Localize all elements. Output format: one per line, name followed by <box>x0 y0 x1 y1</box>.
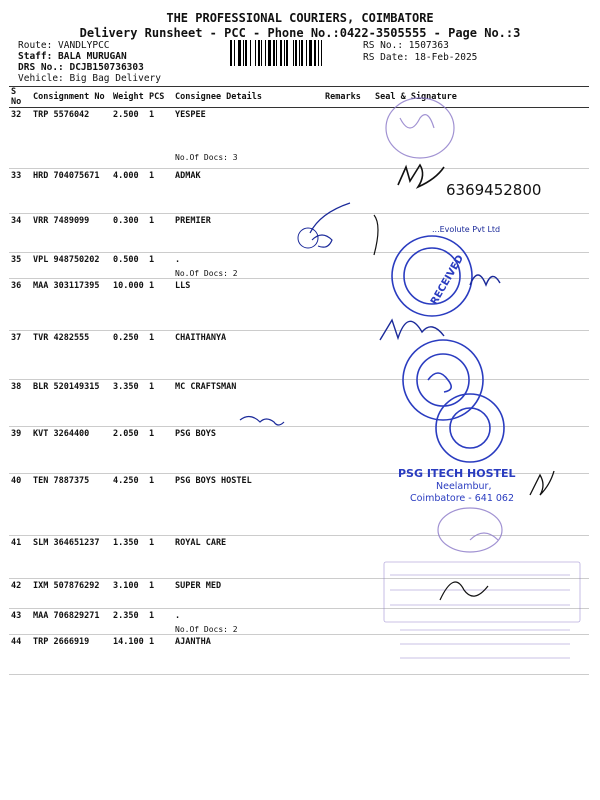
cell-pcs-text: 1 <box>149 216 155 226</box>
cell-weight-text: 1.350 <box>113 538 139 548</box>
cell-sno <box>9 253 31 279</box>
cell-pcs <box>147 108 173 169</box>
cell-weight <box>111 427 147 474</box>
runsheet-table <box>9 86 589 675</box>
cell-seal <box>373 635 589 675</box>
table-header-row <box>9 87 589 108</box>
table-row <box>9 427 589 474</box>
cell-consignee <box>173 169 323 214</box>
table-row <box>9 380 589 427</box>
cell-seal <box>373 579 589 609</box>
cell-weight <box>111 609 147 635</box>
col-consignment: Consignment No <box>31 87 111 108</box>
cell-sno-text: 33 <box>11 171 22 181</box>
cell-weight <box>111 108 147 169</box>
cell-pcs-text: 1 <box>149 171 155 181</box>
cell-consignment-text: MAA 706829271 <box>33 611 100 621</box>
cell-sno-text: 44 <box>11 637 22 647</box>
cell-weight <box>111 635 147 675</box>
rs-date: RS Date: 18-Feb-2025 <box>363 52 478 63</box>
cell-pcs-text: 1 <box>149 476 155 486</box>
cell-remarks <box>323 579 373 609</box>
cell-remarks <box>323 169 373 214</box>
cell-consignment <box>31 380 111 427</box>
cell-consignment-text: SLM 364651237 <box>33 538 100 548</box>
staff-text: Staff: BALA MURUGAN <box>18 51 127 62</box>
cell-consignee-text: MC CRAFTSMAN <box>175 382 237 392</box>
cell-consignment <box>31 279 111 331</box>
cell-weight <box>111 380 147 427</box>
meta-left <box>18 40 161 84</box>
cell-pcs-text: 1 <box>149 637 155 647</box>
cell-weight-text: 4.000 <box>113 171 139 181</box>
table-row <box>9 331 589 380</box>
table-row <box>9 253 589 279</box>
cell-seal <box>373 253 589 279</box>
col-remarks: Remarks <box>323 87 373 108</box>
cell-consignment <box>31 635 111 675</box>
cell-sno-text: 42 <box>11 581 22 591</box>
table-row <box>9 536 589 579</box>
col-seal: Seal & Signature <box>373 87 589 108</box>
cell-sno-text: 32 <box>11 110 22 120</box>
cell-weight <box>111 331 147 380</box>
cell-consignee <box>173 331 323 380</box>
received-text: RECEIVED <box>428 253 467 307</box>
cell-consignee <box>173 380 323 427</box>
company-title: THE PROFESSIONAL COURIERS, COIMBATORE <box>166 11 434 25</box>
cell-weight-text: 2.500 <box>113 110 139 120</box>
cell-consignee <box>173 108 323 169</box>
cell-weight-text: 0.500 <box>113 255 139 265</box>
cell-sno <box>9 609 31 635</box>
cell-consignee-text: AJANTHA <box>175 637 211 647</box>
cell-seal <box>373 427 589 474</box>
cell-sno-text: 35 <box>11 255 22 265</box>
table-row <box>9 474 589 536</box>
cell-seal <box>373 279 589 331</box>
cell-weight-text: 14.100 <box>113 637 144 647</box>
cell-consignee-text: CHAITHANYA <box>175 333 227 343</box>
stamp-evolute: ...Evolute Pvt Ltd <box>432 225 501 234</box>
cell-consignment-text: HRD 704075671 <box>33 171 100 181</box>
cell-remarks <box>323 108 373 169</box>
cell-pcs-text: 1 <box>149 255 155 265</box>
cell-pcs <box>147 279 173 331</box>
cell-consignee <box>173 609 323 635</box>
cell-sno <box>9 108 31 169</box>
rs-info <box>363 40 477 64</box>
cell-pcs-text: 1 <box>149 110 155 120</box>
cell-seal <box>373 214 589 253</box>
cell-sno <box>9 635 31 675</box>
table-row <box>9 214 589 253</box>
cell-weight <box>111 579 147 609</box>
cell-consignment <box>31 331 111 380</box>
barcode <box>230 40 356 66</box>
rs-number: RS No.: 1507363 <box>363 40 449 51</box>
cell-consignment-text: IXM 507876292 <box>33 581 100 591</box>
cell-consignee <box>173 579 323 609</box>
cell-remarks <box>323 474 373 536</box>
cell-weight <box>111 279 147 331</box>
cell-weight-text: 2.350 <box>113 611 139 621</box>
cell-sno-text: 43 <box>11 611 22 621</box>
cell-consignee <box>173 279 323 331</box>
cell-consignee-text: . <box>175 611 181 621</box>
cell-weight-text: 3.350 <box>113 382 139 392</box>
cell-consignment-text: KVT 3264400 <box>33 429 90 439</box>
cell-sno-text: 38 <box>11 382 22 392</box>
cell-pcs <box>147 169 173 214</box>
cell-remarks <box>323 279 373 331</box>
cell-seal <box>373 380 589 427</box>
cell-weight-text: 0.250 <box>113 333 139 343</box>
cell-pcs-text: 1 <box>149 382 155 392</box>
col-sno: S No <box>9 87 31 108</box>
hostel-city: Coimbatore - 641 062 <box>410 493 515 504</box>
cell-consignment <box>31 474 111 536</box>
cell-pcs <box>147 579 173 609</box>
cell-weight <box>111 474 147 536</box>
cell-sno <box>9 169 31 214</box>
col-weight: Weight <box>111 87 147 108</box>
cell-consignment-text: TVR 4282555 <box>33 333 90 343</box>
cell-sno <box>9 536 31 579</box>
cell-pcs <box>147 536 173 579</box>
cell-consignee-text: ADMAK <box>175 171 201 181</box>
col-pcs: PCS <box>147 87 173 108</box>
cell-sno <box>9 380 31 427</box>
cell-consignee-text: . <box>175 255 181 265</box>
cell-consignee <box>173 474 323 536</box>
cell-pcs <box>147 427 173 474</box>
cell-consignment <box>31 253 111 279</box>
route-text: Route: VANDLYPCC <box>18 40 110 51</box>
table-row <box>9 579 589 609</box>
table-row <box>9 169 589 214</box>
cell-seal <box>373 331 589 380</box>
cell-seal <box>373 536 589 579</box>
cell-pcs-text: 1 <box>149 611 155 621</box>
cell-remarks <box>323 536 373 579</box>
table-row <box>9 635 589 675</box>
cell-remarks <box>323 427 373 474</box>
cell-weight <box>111 536 147 579</box>
cell-sno-text: 34 <box>11 216 22 226</box>
cell-sno <box>9 331 31 380</box>
docs-count: No.Of Docs: 2 <box>175 269 238 278</box>
cell-consignee-text: SUPER MED <box>175 581 222 591</box>
cell-sno-text: 41 <box>11 538 22 548</box>
cell-pcs <box>147 474 173 536</box>
cell-remarks <box>323 609 373 635</box>
cell-weight <box>111 169 147 214</box>
vehicle-text: Vehicle: Big Bag Delivery <box>18 73 161 84</box>
cell-consignment-text: TEN 7887375 <box>33 476 90 486</box>
cell-consignment <box>31 427 111 474</box>
cell-consignee-text: PSG BOYS HOSTEL <box>175 476 252 486</box>
cell-weight-text: 2.050 <box>113 429 139 439</box>
cell-consignment-text: TRP 2666919 <box>33 637 90 647</box>
cell-pcs-text: 1 <box>149 429 155 439</box>
cell-consignment <box>31 169 111 214</box>
cell-weight-text: 0.300 <box>113 216 139 226</box>
cell-consignee <box>173 536 323 579</box>
cell-weight-text: 3.100 <box>113 581 139 591</box>
cell-pcs <box>147 214 173 253</box>
cell-seal <box>373 169 589 214</box>
cell-weight <box>111 253 147 279</box>
cell-consignee <box>173 427 323 474</box>
cell-consignee <box>173 253 323 279</box>
cell-pcs-text: 1 <box>149 581 155 591</box>
cell-sno-text: 37 <box>11 333 22 343</box>
cell-consignment <box>31 579 111 609</box>
cell-seal <box>373 108 589 169</box>
phone-handwritten: 6369452800 <box>446 181 542 199</box>
cell-pcs-text: 1 <box>149 281 155 291</box>
cell-sno <box>9 214 31 253</box>
cell-consignment-text: MAA 303117395 <box>33 281 100 291</box>
cell-pcs <box>147 380 173 427</box>
cell-pcs <box>147 635 173 675</box>
cell-consignment-text: VRR 7489099 <box>33 216 90 226</box>
cell-consignment-text: BLR 520149315 <box>33 382 100 392</box>
cell-consignee-text: PREMIER <box>175 216 211 226</box>
cell-remarks <box>323 214 373 253</box>
cell-weight-text: 4.250 <box>113 476 139 486</box>
cell-consignment-text: TRP 5576042 <box>33 110 90 120</box>
docs-count: No.Of Docs: 3 <box>175 153 238 162</box>
cell-remarks <box>323 380 373 427</box>
cell-sno-text: 36 <box>11 281 22 291</box>
cell-consignment <box>31 108 111 169</box>
cell-consignee-text: PSG BOYS <box>175 429 216 439</box>
cell-consignee-text: YESPEE <box>175 110 206 120</box>
cell-consignee-text: ROYAL CARE <box>175 538 227 548</box>
cell-remarks <box>323 635 373 675</box>
docs-count: No.Of Docs: 2 <box>175 625 238 634</box>
cell-consignment <box>31 609 111 635</box>
hostel-name: PSG ITECH HOSTEL <box>398 467 516 480</box>
cell-sno <box>9 427 31 474</box>
hostel-area: Neelambur, <box>436 481 492 492</box>
cell-consignee <box>173 635 323 675</box>
cell-pcs <box>147 253 173 279</box>
cell-sno <box>9 474 31 536</box>
cell-weight-text: 10.000 <box>113 281 144 291</box>
cell-remarks <box>323 331 373 380</box>
cell-pcs-text: 1 <box>149 538 155 548</box>
runsheet-subtitle: Delivery Runsheet - PCC - Phone No.:0422-3505555 - Page No.:3 <box>79 26 521 40</box>
cell-sno <box>9 579 31 609</box>
cell-pcs <box>147 331 173 380</box>
cell-sno <box>9 279 31 331</box>
cell-pcs-text: 1 <box>149 333 155 343</box>
cell-seal <box>373 609 589 635</box>
table-row <box>9 108 589 169</box>
cell-seal <box>373 474 589 536</box>
cell-consignment-text: VPL 948750202 <box>33 255 100 265</box>
table-row <box>9 279 589 331</box>
cell-consignee-text: LLS <box>175 281 191 291</box>
cell-sno-text: 39 <box>11 429 22 439</box>
cell-remarks <box>323 253 373 279</box>
cell-pcs <box>147 609 173 635</box>
cell-weight <box>111 214 147 253</box>
cell-sno-text: 40 <box>11 476 22 486</box>
cell-consignee <box>173 214 323 253</box>
cell-consignment <box>31 214 111 253</box>
table-row <box>9 609 589 635</box>
cell-consignment <box>31 536 111 579</box>
col-consignee: Consignee Details <box>173 87 323 108</box>
drs-text: DRS No.: DCJB150736303 <box>18 62 144 73</box>
